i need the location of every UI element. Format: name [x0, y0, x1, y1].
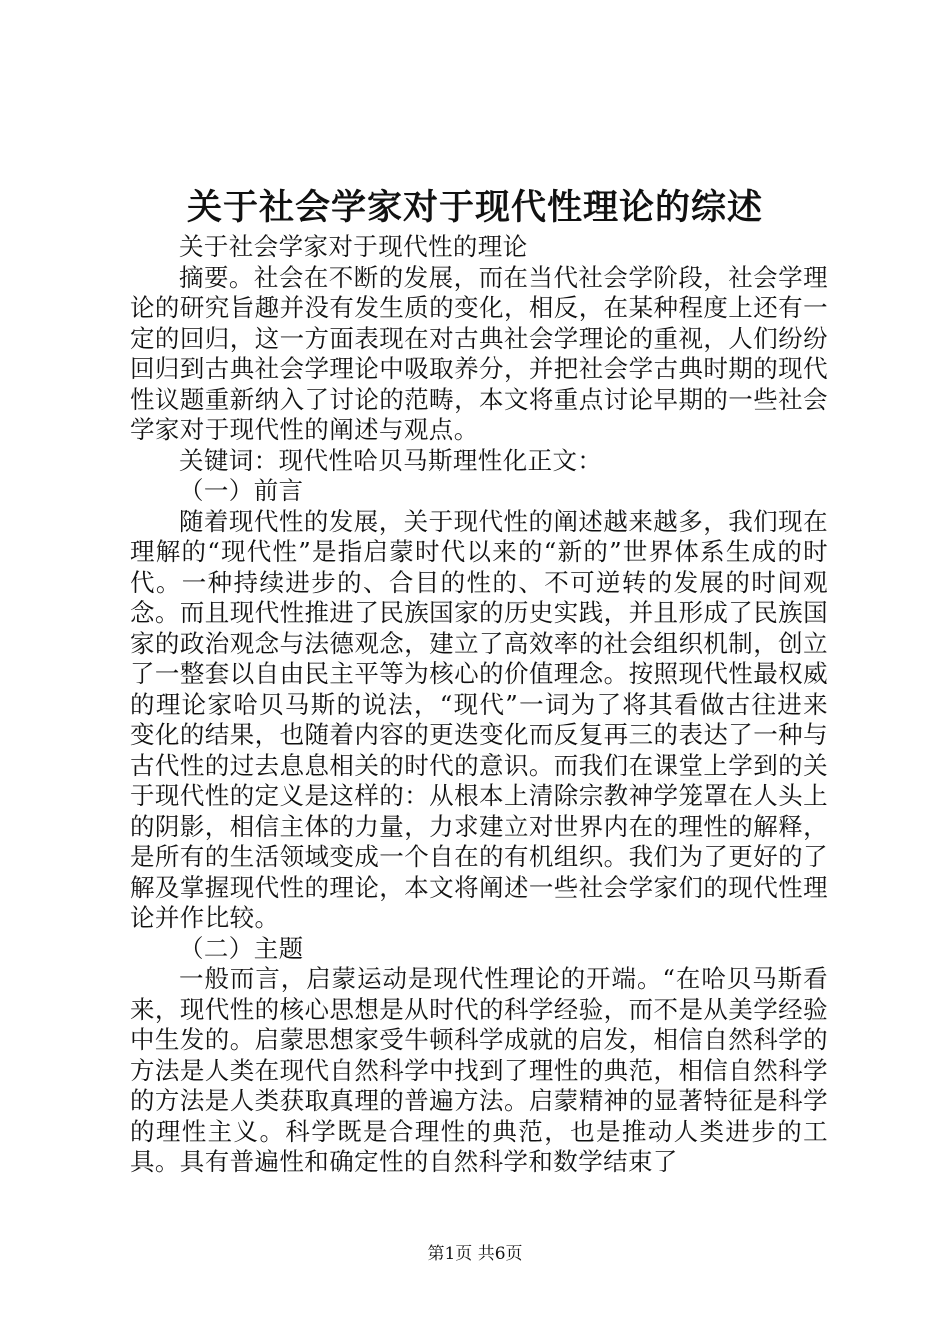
keywords-paragraph: 关键词：现代性哈贝马斯理性化正文： — [179, 445, 603, 475]
page-footer: 第1页 共6页 — [427, 1244, 523, 1264]
document-body — [130, 232, 828, 1178]
preface-paragraph: 随着现代性的发展，关于现代性的阐述越来越多，我们现在理解的“现代性”是指启蒙时代以来的“新的”世界体系生成的时代。一种持续进步的、合目的性的、不可逆转的发展的时间观念。而且现代性推进了民族国家的历史实践，并且形成了民族国家的政治观念与法德观念，建立了高效率的社会组织机制，创立了一整套以自由民主平等为核心的价值理念。按照现代性最权威的理论家哈贝马斯的说法，“现代”一词为了将其看做古往进来变化的结果，也随着内容的更迭变化而反复再三的表达了一种与古代性的过去息息相关的时代的意识。而我们在课堂上学到的关于现代性的定义是这样的：从根本上清除宗教神学笼罩在人头上的阴影，相信主体的力量，力求建立对世界内在的理性的解释，是所有的生活领域变成一个自在的有机组织。我们为了更好的了解及掌握现代性的理论，本文将阐述一些社会学家们的现代性理论并作比较。 — [130, 506, 828, 932]
subtitle-paragraph: 关于社会学家对于现代性的理论 — [179, 232, 528, 261]
topic-paragraph: 一般而言，启蒙运动是现代性理论的开端。“在哈贝马斯看来，现代性的核心思想是从时代的科学经验，而不是从美学经验中生发的。启蒙思想家受牛顿科学成就的启发，相信自然科学的方法是人类在现代自然科学中找到了理性的典范，相信自然科学的方法是人类获取真理的普遍方法。启蒙精神的显著特征是科学的理性主义。科学既是合理性的典范，也是推动人类进步的工具。具有普遍性和确定性的自然科学和数学结束了 — [130, 964, 828, 1176]
section-heading-preface: （一）前言 — [179, 476, 304, 505]
abstract-paragraph: 摘要。社会在不断的发展，而在当代社会学阶段，社会学理论的研究旨趣并没有发生质的变化，相反，在某种程度上还有一定的回归，这一方面表现在对古典社会学理论的重视，人们纷纷回归到古典社会学理论中吸取养分，并把社会学古典时期的现代性议题重新纳入了讨论的范畴，本文将重点讨论早期的一些社会学家对于现代性的阐述与观点。 — [130, 262, 828, 444]
section-heading-topic: （二）主题 — [179, 933, 304, 963]
document-title: 关于社会学家对于现代性理论的综述 — [186, 187, 763, 228]
